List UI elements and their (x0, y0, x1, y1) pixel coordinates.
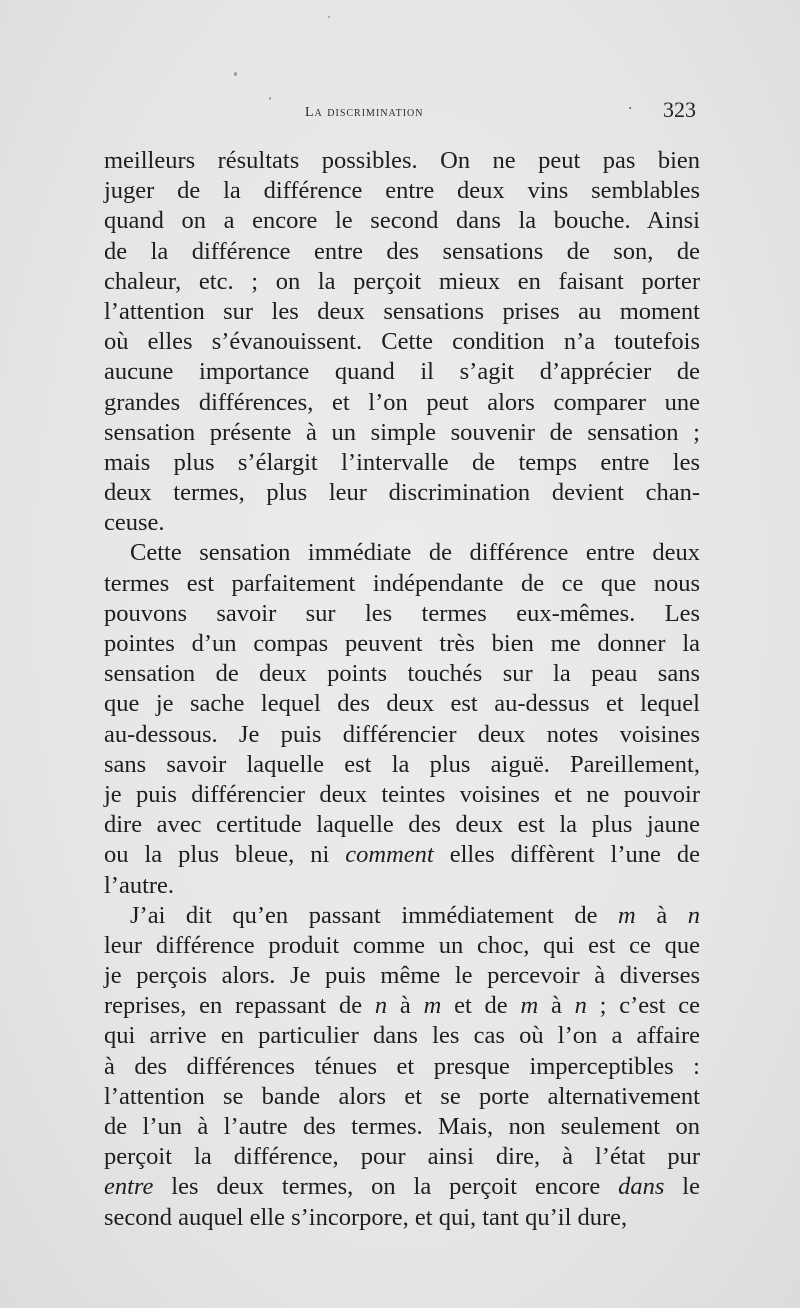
text-line: au-dessous. Je puis différencier deux notes voisines (104, 720, 700, 748)
paper-speck (328, 16, 330, 18)
text-line: second auquel elle s’incorpore, et qui, tant qu’il dure, (104, 1203, 628, 1231)
text-line: sensation présente à un simple souvenir de sensation ; (104, 418, 700, 446)
text-line: où elles s’évanouissent. Cette condition n’a toutefois (104, 328, 700, 356)
italic-term: m (618, 901, 636, 929)
text-line: que je sache lequel des deux est au-dessus et lequel (104, 690, 700, 718)
text-line: termes est parfaitement indépendante de ce que nous (104, 569, 700, 597)
italic-term: dans (618, 1173, 665, 1201)
paragraph (104, 901, 700, 1233)
header-dot-mark: · (628, 101, 633, 117)
text-line: juger de la différence entre deux vins semblables (104, 177, 700, 205)
italic-term: m (423, 992, 442, 1020)
text-line: J’ai dit qu’en passant immédiatement de m à n (130, 901, 700, 929)
italic-term: n (574, 992, 587, 1020)
page-number: 323 (663, 97, 696, 122)
page-header (100, 95, 700, 125)
italic-term: m (520, 992, 539, 1020)
text-line: pouvons savoir sur les termes eux-mêmes. Les (104, 599, 700, 627)
body-text (104, 146, 700, 1233)
text-line: entre les deux termes, on la perçoit encore dans le (104, 1173, 700, 1201)
text-line: chaleur, etc. ; on la perçoit mieux en faisant porter (104, 267, 700, 295)
text-line: l’attention sur les deux sensations prises au moment (104, 297, 700, 325)
italic-term: entre (104, 1173, 154, 1201)
text-line: deux termes, plus leur discrimination devient chan- (104, 479, 700, 507)
text-line: qui arrive en particulier dans les cas où l’on a affaire (104, 1022, 700, 1050)
text-line: sensation de deux points touchés sur la peau sans (104, 660, 700, 688)
paragraph (104, 146, 700, 538)
italic-term: n (687, 901, 700, 929)
italic-term: n (374, 992, 388, 1020)
text-line: mais plus s’élargit l’intervalle de temps entre les (104, 448, 700, 476)
paper-speck (234, 72, 237, 76)
text-line: je puis différencier deux teintes voisines et ne pouvoir (104, 780, 700, 808)
italic-term: comment (345, 841, 434, 869)
text-line: ou la plus bleue, ni comment elles diffèrent l’une de (104, 841, 700, 869)
text-line: de l’un à l’autre des termes. Mais, non seulement on (104, 1113, 700, 1140)
paragraph (104, 538, 700, 900)
text-line: de la différence entre des sensations de son, de (104, 237, 700, 265)
text-line: perçoit la différence, pour ainsi dire, à l’état pur (104, 1143, 700, 1171)
text-line: l’autre. (104, 871, 175, 899)
text-line: à des différences ténues et presque imperceptibles : (104, 1052, 700, 1080)
text-line: dire avec certitude laquelle des deux est la plus jaune (104, 811, 700, 839)
text-line: aucune importance quand il s’agit d’apprécier de (104, 358, 700, 386)
text-line: je perçois alors. Je puis même le percevoir à diverses (104, 962, 700, 990)
text-line: Cette sensation immédiate de différence entre deux (130, 539, 700, 567)
text-line: sans savoir laquelle est la plus aiguë. Pareillement, (104, 750, 700, 778)
text-line: leur différence produit comme un choc, qui est ce que (104, 931, 700, 959)
text-line: quand on a encore le second dans la bouche. Ainsi (104, 207, 700, 235)
text-line: l’attention se bande alors et se porte alternativement (104, 1082, 700, 1110)
text-line: ceuse. (104, 509, 165, 537)
text-line: grandes différences, et l’on peut alors comparer une (104, 388, 700, 416)
text-line: meilleurs résultats possibles. On ne peut pas bien (104, 147, 700, 174)
paper-speck (269, 97, 271, 100)
text-line: pointes d’un compas peuvent très bien me donner la (104, 630, 700, 657)
text-line: reprises, en repassant de n à m et de m à n ; c’est ce (104, 992, 701, 1020)
running-title: La discrimination (305, 105, 424, 120)
